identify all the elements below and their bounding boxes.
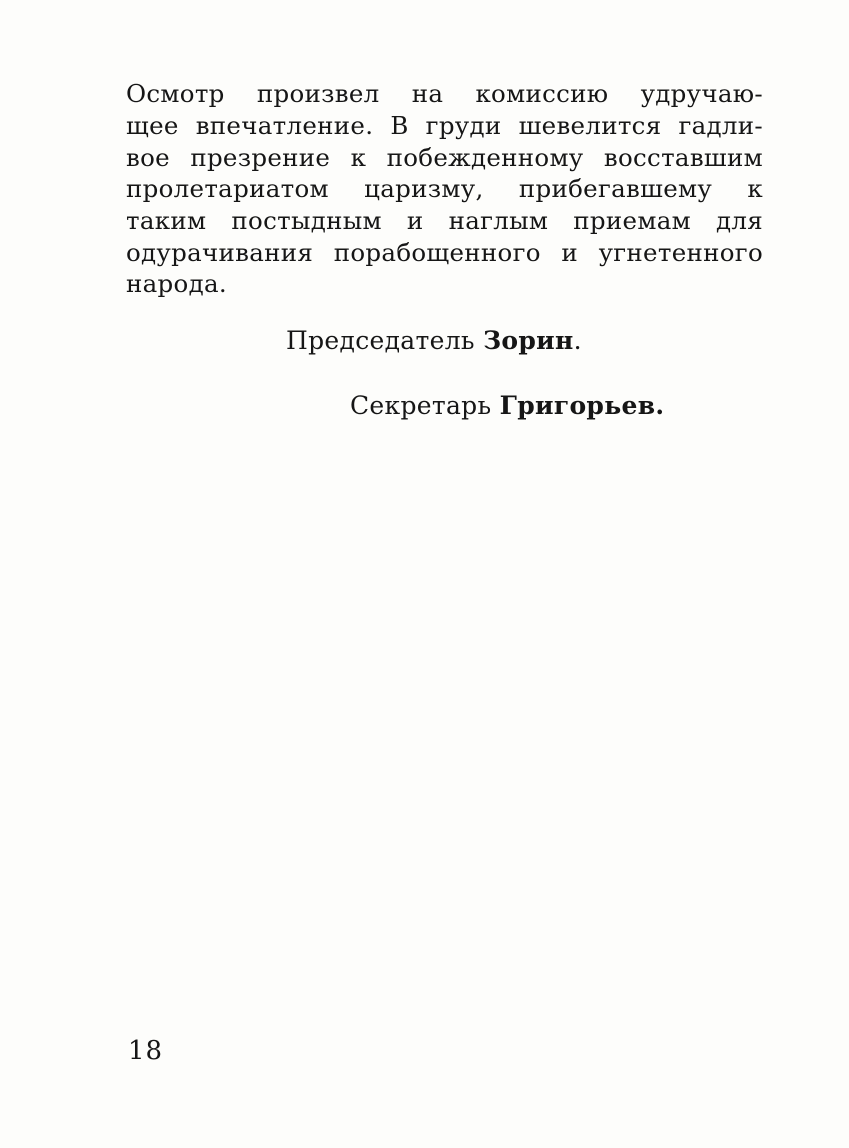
body-line-1: Осмотр произвел на комиссию удручаю-: [126, 79, 763, 108]
body-line-4: пролетариатом царизму, прибегавшему к: [126, 174, 763, 203]
page-number: 18: [128, 1036, 164, 1066]
body-line-5: таким постыдным и наглым приемам для: [126, 206, 763, 235]
secretary-signature: [350, 391, 664, 420]
chairman-title: Председатель: [286, 326, 475, 355]
chairman-period: .: [573, 326, 582, 355]
body-line-2: щее впечатление. В груди шевелится гадли-: [126, 111, 763, 140]
body-line-6: одурачивания порабощенного и угнетенного: [126, 238, 763, 267]
secretary-period: .: [655, 391, 665, 420]
secretary-title: Секретарь: [350, 391, 492, 420]
body-line-3: вое презрение к побежденному восставшим: [126, 143, 763, 172]
chairman-signature: [286, 326, 582, 355]
body-line-7: народа.: [126, 269, 227, 298]
chairman-name: Зорин: [483, 326, 574, 355]
secretary-name: Григорьев: [499, 391, 656, 420]
